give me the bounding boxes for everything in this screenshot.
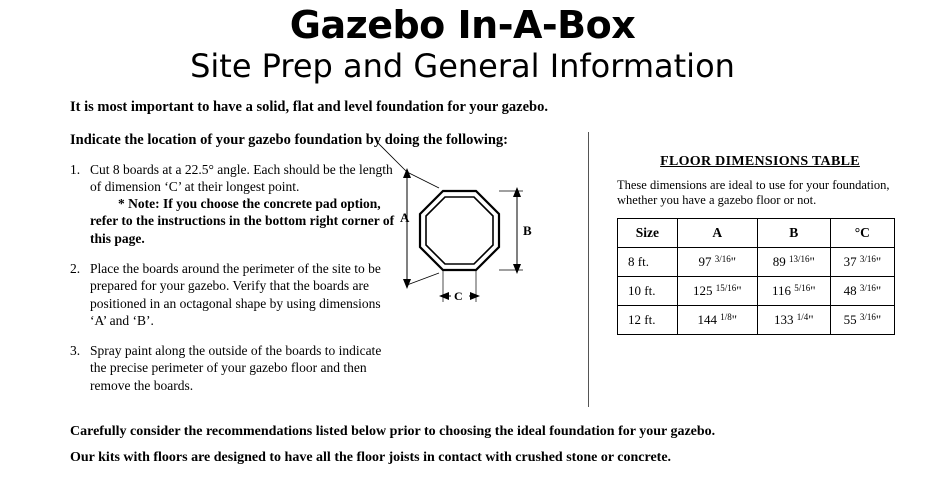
table-row bbox=[618, 277, 895, 306]
octagon-outer-shape bbox=[420, 191, 499, 270]
page-title: Gazebo In-A-Box bbox=[289, 3, 636, 47]
page-subtitle: Site Prep and General Information bbox=[190, 46, 735, 85]
dimension-c-arrow-left bbox=[439, 292, 449, 300]
step-number: 3. bbox=[70, 343, 81, 359]
two-column-layout bbox=[22, 132, 903, 407]
step-text: Place the boards around the perimeter of the site to be prepared for your gazebo. Verify that the boards are positioned in an octagonal shape by using dimensions ‘A’ and ‘B’. bbox=[90, 261, 381, 328]
content-area bbox=[0, 99, 925, 407]
cell-c: 37 $^{3/16}$" bbox=[830, 248, 894, 277]
table-body bbox=[618, 248, 895, 335]
cell-b: 116 $^{5/16}$" bbox=[757, 277, 830, 306]
floor-dimensions-column bbox=[599, 132, 903, 336]
column-header-size: Size bbox=[618, 219, 678, 248]
step-note: * Note: If you choose the concrete pad option, refer to the instructions in the bottom right corner of this page. bbox=[90, 196, 395, 246]
list-item bbox=[70, 161, 400, 247]
cell-b: 89 $^{13/16}$" bbox=[757, 248, 830, 277]
cell-a: 144 $^{1/8}$" bbox=[677, 306, 757, 335]
instructions-column bbox=[22, 132, 582, 407]
column-header-b: B bbox=[757, 219, 830, 248]
octagon-diagram bbox=[377, 142, 577, 332]
footer-line-1: Carefully consider the recommendations listed below prior to choosing the ideal foundation for your gazebo. bbox=[70, 423, 716, 439]
step-text: Spray paint along the outside of the boards to indicate the precise perimeter of your gazebo floor and then remove the boards. bbox=[90, 343, 382, 393]
cell-c: 55 $^{3/16}$" bbox=[830, 306, 894, 335]
table-row bbox=[618, 306, 895, 335]
cell-size: 12 ft. bbox=[618, 306, 678, 335]
cell-b: 133 $^{1/4}$" bbox=[757, 306, 830, 335]
cell-a: 125 $^{15/16}$" bbox=[677, 277, 757, 306]
table-row bbox=[618, 248, 895, 277]
dimension-a-leader-bottom-line bbox=[407, 273, 439, 285]
step-text: Cut 8 boards at a 22.5° angle. Each should be the length of dimension ‘C’ at their longest point. bbox=[90, 161, 393, 194]
footer-notes bbox=[0, 419, 925, 472]
lead-statement: It is most important to have a solid, flat and level foundation for your gazebo. bbox=[70, 98, 548, 115]
dimension-a-label: A bbox=[400, 209, 410, 225]
table-header bbox=[618, 219, 895, 248]
list-item bbox=[70, 342, 400, 394]
floor-dimensions-table bbox=[617, 218, 895, 335]
table-title: FLOOR DIMENSIONS TABLE bbox=[660, 153, 860, 169]
step-number: 1. bbox=[70, 161, 81, 177]
octagon-inner-shape bbox=[426, 197, 493, 264]
cell-a: 97 $^{3/16}$" bbox=[677, 248, 757, 277]
table-header-row bbox=[618, 219, 895, 248]
dimension-c-label: C bbox=[454, 288, 463, 303]
step-number: 2. bbox=[70, 261, 81, 277]
dimension-a-leader-top-line bbox=[407, 172, 439, 188]
instructions-heading: Indicate the location of your gazebo foundation by doing the following: bbox=[70, 131, 508, 148]
dimension-b-arrow-bottom bbox=[513, 264, 521, 274]
page-title-block bbox=[0, 0, 925, 85]
dimension-a-leader-top bbox=[377, 142, 407, 172]
table-intro: These dimensions are ideal to use for your foundation, whether you have a gazebo floor or not. bbox=[617, 177, 890, 207]
column-divider bbox=[588, 132, 589, 407]
octagon-diagram-svg bbox=[377, 142, 577, 332]
footer-line-2: Our kits with floors are designed to have all the floor joists in contact with crushed stone or concrete. bbox=[70, 450, 672, 466]
list-item bbox=[70, 260, 400, 329]
cell-size: 8 ft. bbox=[618, 248, 678, 277]
cell-size: 10 ft. bbox=[618, 277, 678, 306]
dimension-c-arrow-right bbox=[470, 292, 480, 300]
column-header-a: A bbox=[677, 219, 757, 248]
cell-c: 48 $^{3/16}$" bbox=[830, 277, 894, 306]
dimension-b-arrow-top bbox=[513, 187, 521, 197]
column-header-c: °C bbox=[830, 219, 894, 248]
dimension-b-label: B bbox=[523, 222, 532, 238]
instruction-steps bbox=[70, 161, 400, 394]
